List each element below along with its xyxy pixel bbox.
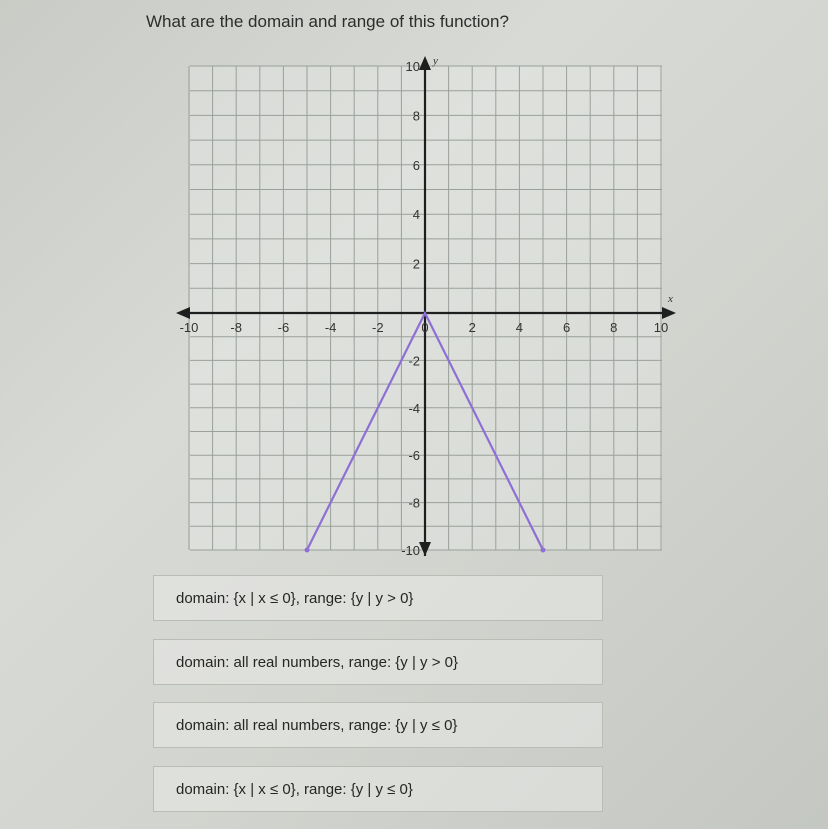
function-endpoint — [541, 548, 546, 553]
y-axis-label: y — [433, 55, 438, 67]
y-tick-label: 4 — [412, 207, 420, 223]
y-tick-label: 10 — [405, 59, 420, 74]
y-tick-label: 2 — [412, 256, 420, 272]
x-tick-label: -8 — [230, 320, 242, 335]
y-tick-label: -8 — [408, 495, 420, 511]
x-axis-right-arrow-icon — [662, 307, 676, 319]
x-tick-label: -10 — [179, 320, 199, 335]
answer-choice-2-label: domain: all real numbers, range: {y | y > 0} — [176, 653, 458, 671]
y-tick-label: -6 — [408, 448, 420, 464]
x-tick-label: 8 — [610, 320, 618, 335]
x-tick-label: 2 — [468, 320, 476, 335]
x-tick-label: -4 — [324, 320, 337, 335]
x-tick-label: 0 — [421, 320, 429, 335]
x-axis-left-arrow-icon — [176, 307, 190, 319]
x-tick-label: -2 — [372, 320, 384, 335]
answer-choice-1-label: domain: {x | x ≤ 0}, range: {y | y > 0} — [176, 589, 414, 607]
x-tick-label: 4 — [515, 320, 524, 335]
answer-choice-1[interactable] — [153, 575, 603, 621]
answer-choice-3-label: domain: all real numbers, range: {y | y ≤ 0} — [176, 716, 458, 734]
y-tick-label: -4 — [408, 400, 420, 416]
answer-choice-4-label: domain: {x | x ≤ 0}, range: {y | y ≤ 0} — [176, 780, 413, 798]
answer-choice-3[interactable] — [153, 702, 603, 748]
x-tick-label: -6 — [277, 320, 290, 335]
answer-choice-4[interactable] — [153, 766, 603, 812]
function-endpoint — [305, 548, 310, 553]
y-tick-label: 8 — [412, 108, 420, 124]
y-tick-label: -2 — [408, 353, 420, 369]
y-axis-up-arrow-icon — [419, 56, 431, 70]
x-tick-label: 10 — [653, 320, 669, 335]
y-tick-label: -10 — [401, 543, 420, 558]
x-axis-label: x — [668, 293, 673, 305]
y-tick-label: 6 — [412, 157, 420, 173]
answer-choice-2[interactable] — [153, 639, 603, 685]
question-text: What are the domain and range of this function? — [146, 12, 509, 31]
x-tick-label: 6 — [562, 320, 571, 335]
